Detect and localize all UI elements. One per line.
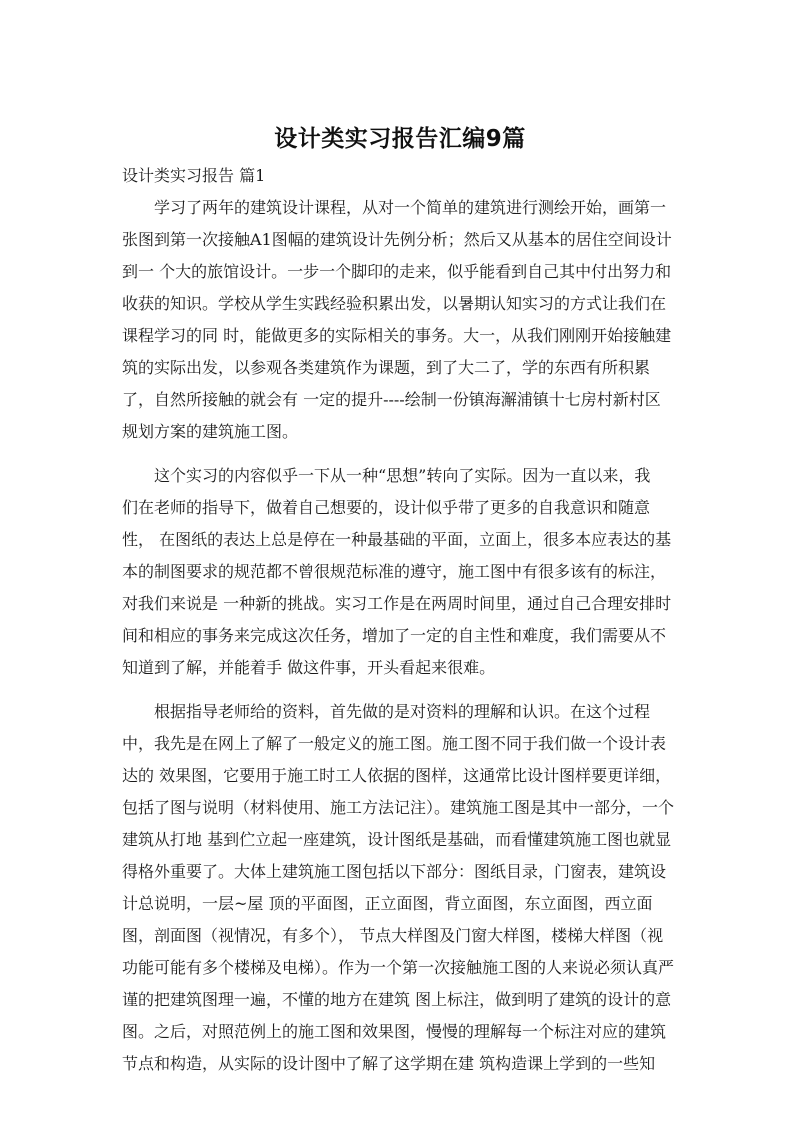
document-body: [122, 192, 692, 1092]
text-line: 得格外重要了。大体上建筑施工图包括以下部分：图纸目录，门窗表，建筑设: [122, 862, 667, 881]
paragraph-2: [122, 460, 692, 684]
text-line: 图。之后，对照范例上的施工图和效果图，慢慢的理解每一个标注对应的建筑: [122, 1022, 667, 1041]
text-line: 这个实习的内容似乎一下从一种“思想”转向了实际。因为一直以来，我: [154, 466, 651, 485]
text-line: 中，我先是在网上了解了一般定义的施工图。施工图不同于我们做一个设计表: [122, 734, 667, 753]
text-line: 课程学习的同 时，能做更多的实际相关的事务。大一，从我们刚刚开始接触建: [122, 326, 672, 345]
text-line: 根据指导老师给的资料，首先做的是对资料的理解和认识。在这个过程: [154, 702, 651, 721]
text-line: 谨的把建筑图理一遍，不懂的地方在建筑 图上标注，做到明了建筑的设计的意: [122, 990, 672, 1009]
text-line: 达的 效果图，它要用于施工时工人依据的图样，这通常比设计图样要更详细，: [122, 766, 672, 785]
text-line: 收获的知识。学校从学生实践经验积累出发，以暑期认知实习的方式让我们在: [122, 294, 667, 313]
text-line: 包括了图与说明（材料使用、施工方法记注）。建筑施工图是其中一部分，一个: [122, 798, 675, 817]
text-line: 对我们来说是 一种新的挑战。实习工作是在两周时间里，通过自己合理安排时: [122, 594, 672, 613]
text-line: 性， 在图纸的表达上总是停在一种最基础的平面，立面上，很多本应表达的基: [122, 530, 672, 549]
text-line: 筑的实际出发，以参观各类建筑作为课题，到了大二了，学的东西有所积累: [122, 358, 651, 377]
section-heading: 设计类实习报告 篇1: [122, 166, 266, 185]
text-line: 节点和构造，从实际的设计图中了解了这学期在建 筑构造课上学到的一些知: [122, 1054, 656, 1073]
text-line: 了，自然所接触的就会有 一定的提升----绘制一份镇海澥浦镇十七房村新村区: [122, 390, 661, 409]
text-line: 张图到第一次接触A1图幅的建筑设计先例分析；然后又从基本的居住空间设计: [122, 230, 672, 249]
text-line: 知道到了解，并能着手 做这件事，开头看起来很难。: [122, 658, 496, 677]
text-line: 学习了两年的建筑设计课程，从对一个简单的建筑进行测绘开始，画第一: [154, 198, 667, 217]
text-line: 计总说明，一层~屋 顶的平面图，正立面图，背立面图，东立面图，西立面: [122, 894, 653, 913]
text-line: 图，剖面图（视情况，有多个）， 节点大样图及门窗大样图，楼梯大样图（视: [122, 926, 664, 945]
text-line: 们在老师的指导下，做着自己想要的，设计似乎带了更多的自我意识和随意: [122, 498, 651, 517]
paragraph-3: [122, 696, 692, 1080]
document-title: 设计类实习报告汇编9篇: [274, 126, 526, 152]
text-line: 本的制图要求的规范都不曾很规范标准的遵守，施工图中有很多该有的标注，: [122, 562, 667, 581]
text-line: 功能可能有多个楼梯及电梯）。作为一个第一次接触施工图的人来说必须认真严: [122, 958, 675, 977]
text-line: 到一 个大的旅馆设计。一步一个脚印的走来，似乎能看到自己其中付出努力和: [122, 262, 672, 281]
text-line: 建筑从打地 基到伫立起一座建筑，设计图纸是基础，而看懂建筑施工图也就显: [122, 830, 672, 849]
text-line: 规划方案的建筑施工图。: [122, 422, 299, 441]
paragraph-1: [122, 192, 692, 448]
text-line: 间和相应的事务来完成这次任务，增加了一定的自主性和难度，我们需要从不: [122, 626, 667, 645]
